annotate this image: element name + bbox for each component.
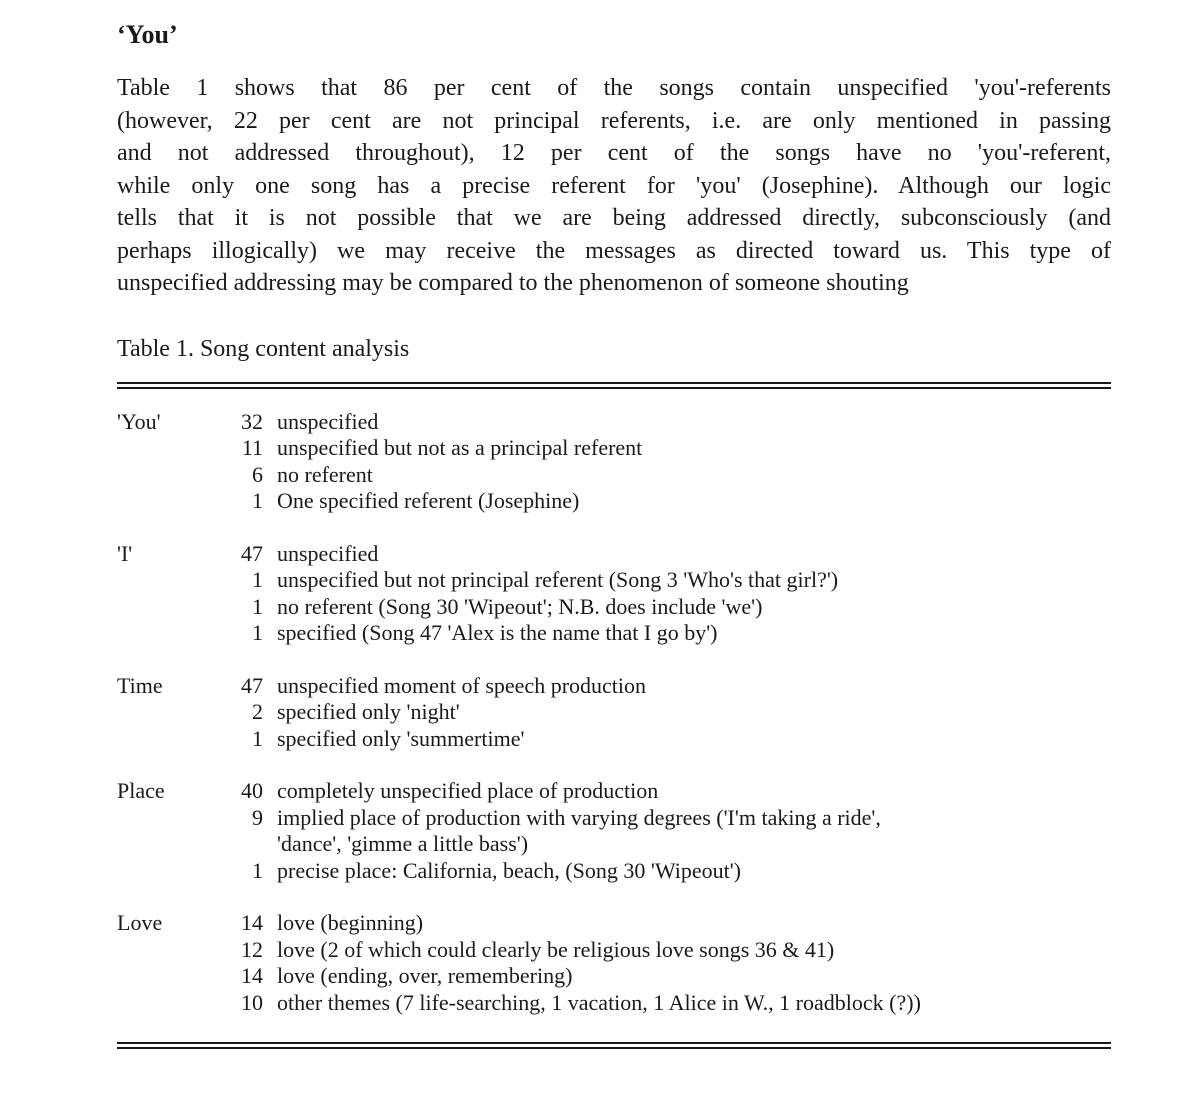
row-description: specified (Song 47 'Alex is the name that I go by') [277,620,718,645]
document-page [117,18,1111,1049]
table-row [223,937,1111,964]
table-row [223,488,1111,515]
paragraph-line: (however, 22 per cent are not principal referents, i.e. are only mentioned in passing [117,107,1111,134]
row-description: other themes (7 life-searching, 1 vacation, 1 Alice in W., 1 roadblock (?)) [277,989,921,1015]
table-row [223,726,1111,753]
row-description: unspecified [277,408,379,434]
row-count: 40 [241,778,263,803]
row-count: 1 [252,488,263,513]
row-count: 14 [241,963,263,988]
group-label: 'I' [117,540,133,566]
group-rows [223,673,1111,753]
row-count: 14 [241,910,263,935]
table-row [223,541,1111,568]
row-count: 12 [241,936,263,962]
group-rows [223,541,1111,647]
row-count: 47 [241,672,263,698]
table-row [223,462,1111,489]
group-label: 'You' [117,408,161,434]
row-count: 10 [241,989,263,1015]
row-description: specified only 'summertime' [277,725,525,751]
table-row [223,409,1111,436]
row-count: 6 [252,461,263,487]
table-row [223,778,1111,805]
table-group-time [117,673,1111,753]
paragraph-line: while only one song has a precise referent for 'you' (Josephine). Although our logic [117,172,1111,199]
paragraph-line: perhaps illogically) we may receive the messages as directed toward us. This type of [117,237,1111,264]
row-count: 1 [252,620,263,645]
table-row [223,567,1111,594]
paragraph-line: tells that it is not possible that we are being addressed directly, subconsciously (and [117,205,1111,231]
group-rows [223,409,1111,515]
table-bottom-rule [117,1042,1111,1049]
content-analysis-table [117,409,1111,1017]
table-group-love [117,910,1111,1016]
group-label: Love [117,910,163,935]
row-count: 47 [241,540,263,566]
row-count: 9 [252,804,263,830]
row-description: completely unspecified place of production [277,778,659,803]
row-description: unspecified but not principal referent (Song 3 'Who's that girl?') [277,567,839,592]
row-count: 1 [252,857,263,883]
row-description: unspecified moment of speech production [277,672,647,698]
row-count: 1 [252,725,263,751]
row-count: 2 [252,699,263,724]
row-description: love (ending, over, remembering) [277,963,573,988]
table-row [223,699,1111,726]
section-heading: ‘You’ [117,20,178,49]
paragraph-line: unspecified addressing may be compared to the phenomenon of someone shouting [117,270,909,296]
table-row [223,858,1111,885]
table-row [223,963,1111,990]
row-description: specified only 'night' [277,699,460,724]
row-description: love (2 of which could clearly be religious love songs 36 & 41) [277,936,835,962]
row-description: love (beginning) [277,910,424,935]
table-group-you [117,409,1111,515]
row-description: no referent (Song 30 'Wipeout'; N.B. does include 'we') [277,593,763,619]
table-row [223,673,1111,700]
row-description-continuation: 'dance', 'gimme a little bass') [277,831,529,856]
paragraph-line: and not addressed throughout), 12 per cent of the songs have no 'you'-referent, [117,140,1111,166]
row-description: precise place: California, beach, (Song 30 'Wipeout') [277,857,741,883]
row-count: 32 [241,408,263,434]
group-label: Place [117,778,165,803]
group-rows [223,778,1111,884]
table-row [223,910,1111,937]
table-row [223,620,1111,647]
row-description-line: implied place of production with varying degrees ('I'm taking a ride', [277,804,881,830]
row-description [277,805,881,858]
table-row [223,805,1111,858]
row-description: unspecified [277,540,379,566]
row-description: no referent [277,461,373,487]
group-label: Time [117,672,163,698]
row-count: 1 [252,593,263,619]
paragraph-line: Table 1 shows that 86 per cent of the songs contain unspecified 'you'-referents [117,75,1111,101]
row-description: unspecified but not as a principal referent [277,435,643,460]
row-count: 1 [252,567,263,592]
table-row [223,594,1111,621]
table-group-place [117,778,1111,884]
table-caption: Table 1. Song content analysis [117,335,410,362]
table-group-i [117,541,1111,647]
row-count: 11 [241,435,263,460]
table-top-rule [117,382,1111,389]
table-row [223,435,1111,462]
row-description: One specified referent (Josephine) [277,488,580,513]
table-row [223,990,1111,1017]
body-paragraph [117,72,1111,300]
group-rows [223,910,1111,1016]
